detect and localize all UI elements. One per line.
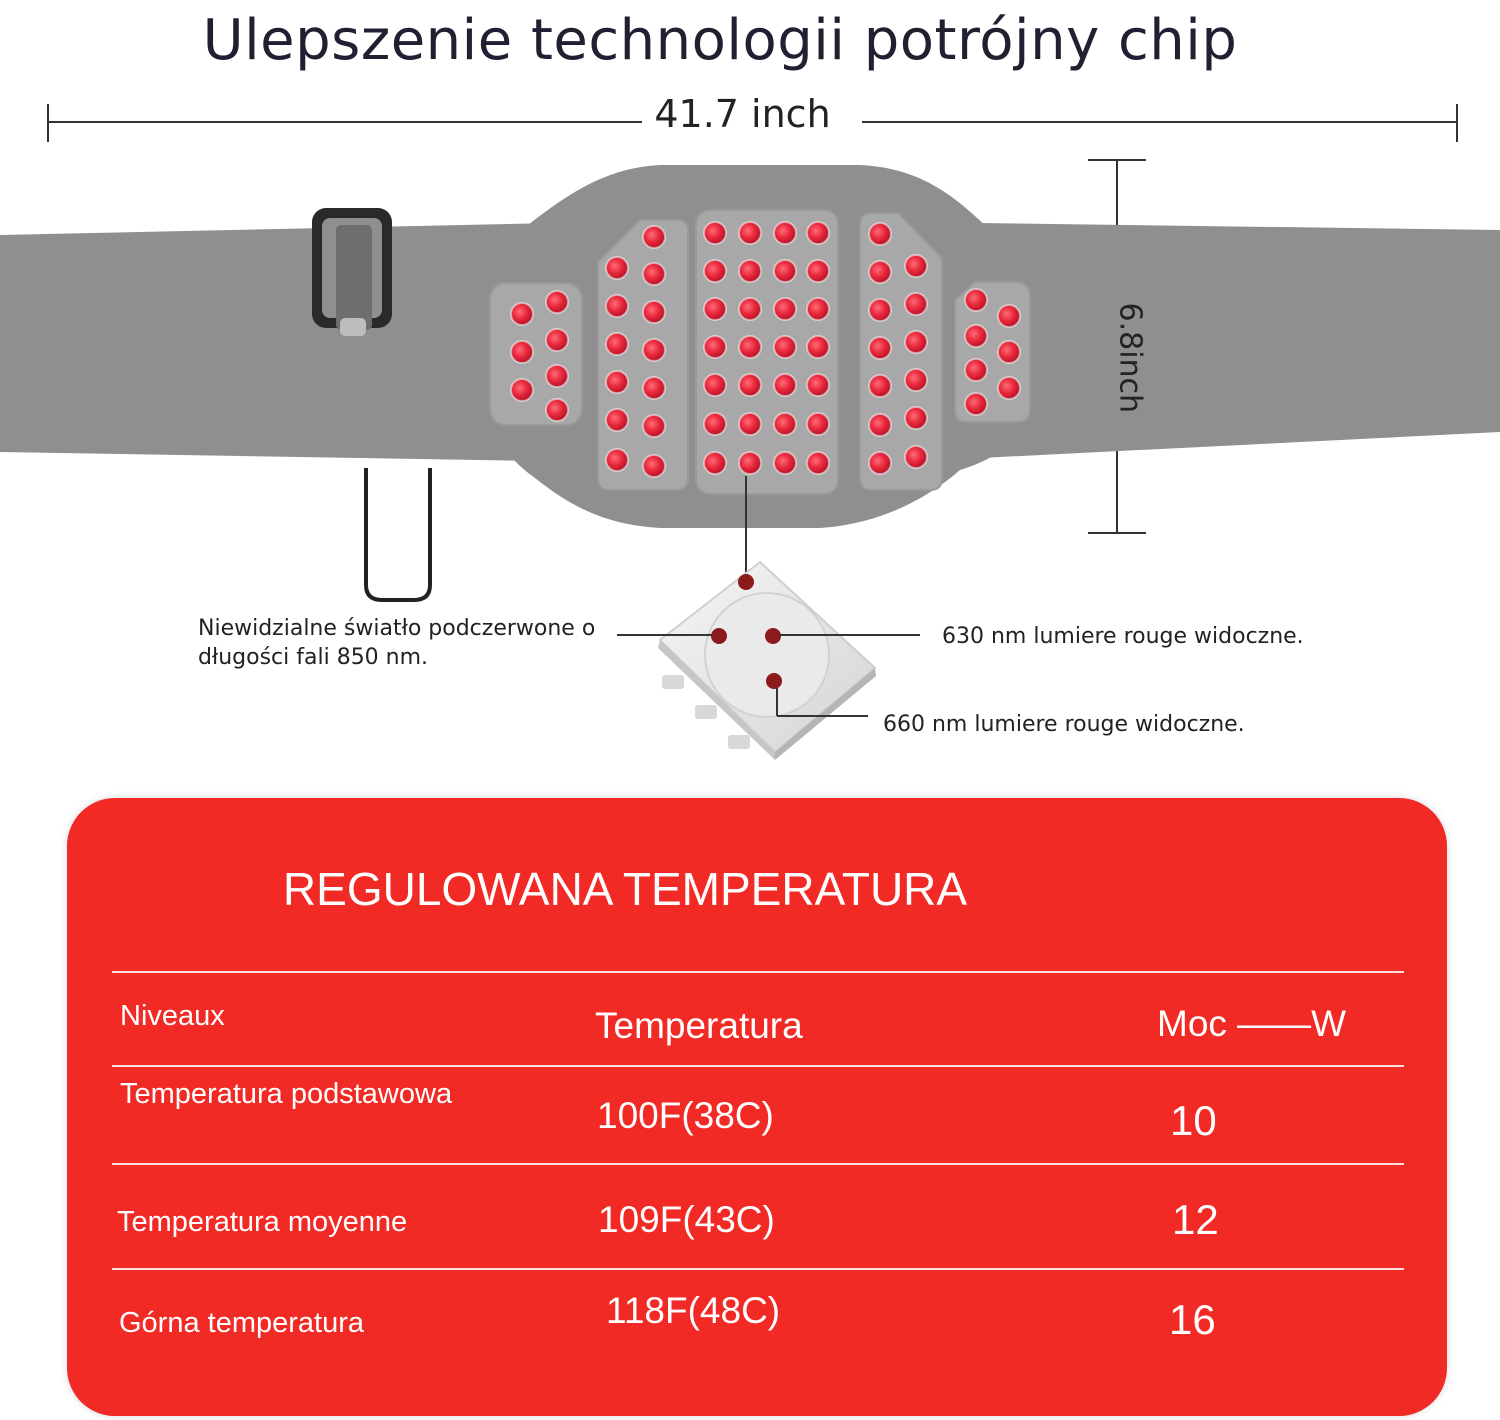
width-dimension-label: 41.7 inch [654, 92, 831, 136]
height-dimension-label: 6.8inch [1112, 302, 1148, 414]
callout-630nm: 630 nm lumiere rouge widoczne. [942, 624, 1304, 649]
row-temperature: 100F(38C) [597, 1095, 774, 1136]
row-temperature: 109F(43C) [598, 1199, 775, 1240]
belt-clip [312, 208, 392, 336]
led-chip [658, 562, 876, 760]
table-divider [112, 1065, 1404, 1067]
row-level: Górna temperatura [119, 1307, 365, 1339]
callout-infrared: Niewidzialne światło podczerwone o długości fali 850 nm. [198, 616, 596, 670]
header-temperature: Temperatura [595, 1005, 803, 1046]
table-divider [112, 1163, 1404, 1165]
page-title: Ulepszenie technologii potrójny chip [202, 8, 1238, 73]
panel-title: REGULOWANA TEMPERATURA [282, 863, 968, 915]
table-divider [112, 971, 1404, 973]
row-power: 12 [1172, 1196, 1219, 1243]
callout-660nm: 660 nm lumiere rouge widoczne. [883, 712, 1245, 737]
header-level: Niveaux [120, 1000, 225, 1032]
row-power: 16 [1169, 1296, 1216, 1343]
header-power: Moc ——W [1157, 1003, 1347, 1044]
row-level: Temperatura podstawowa [120, 1078, 453, 1110]
row-level: Temperatura moyenne [117, 1206, 408, 1238]
row-temperature: 118F(48C) [606, 1290, 781, 1331]
table-divider [112, 1268, 1404, 1270]
row-power: 10 [1170, 1097, 1217, 1144]
cable-loop [366, 468, 430, 600]
